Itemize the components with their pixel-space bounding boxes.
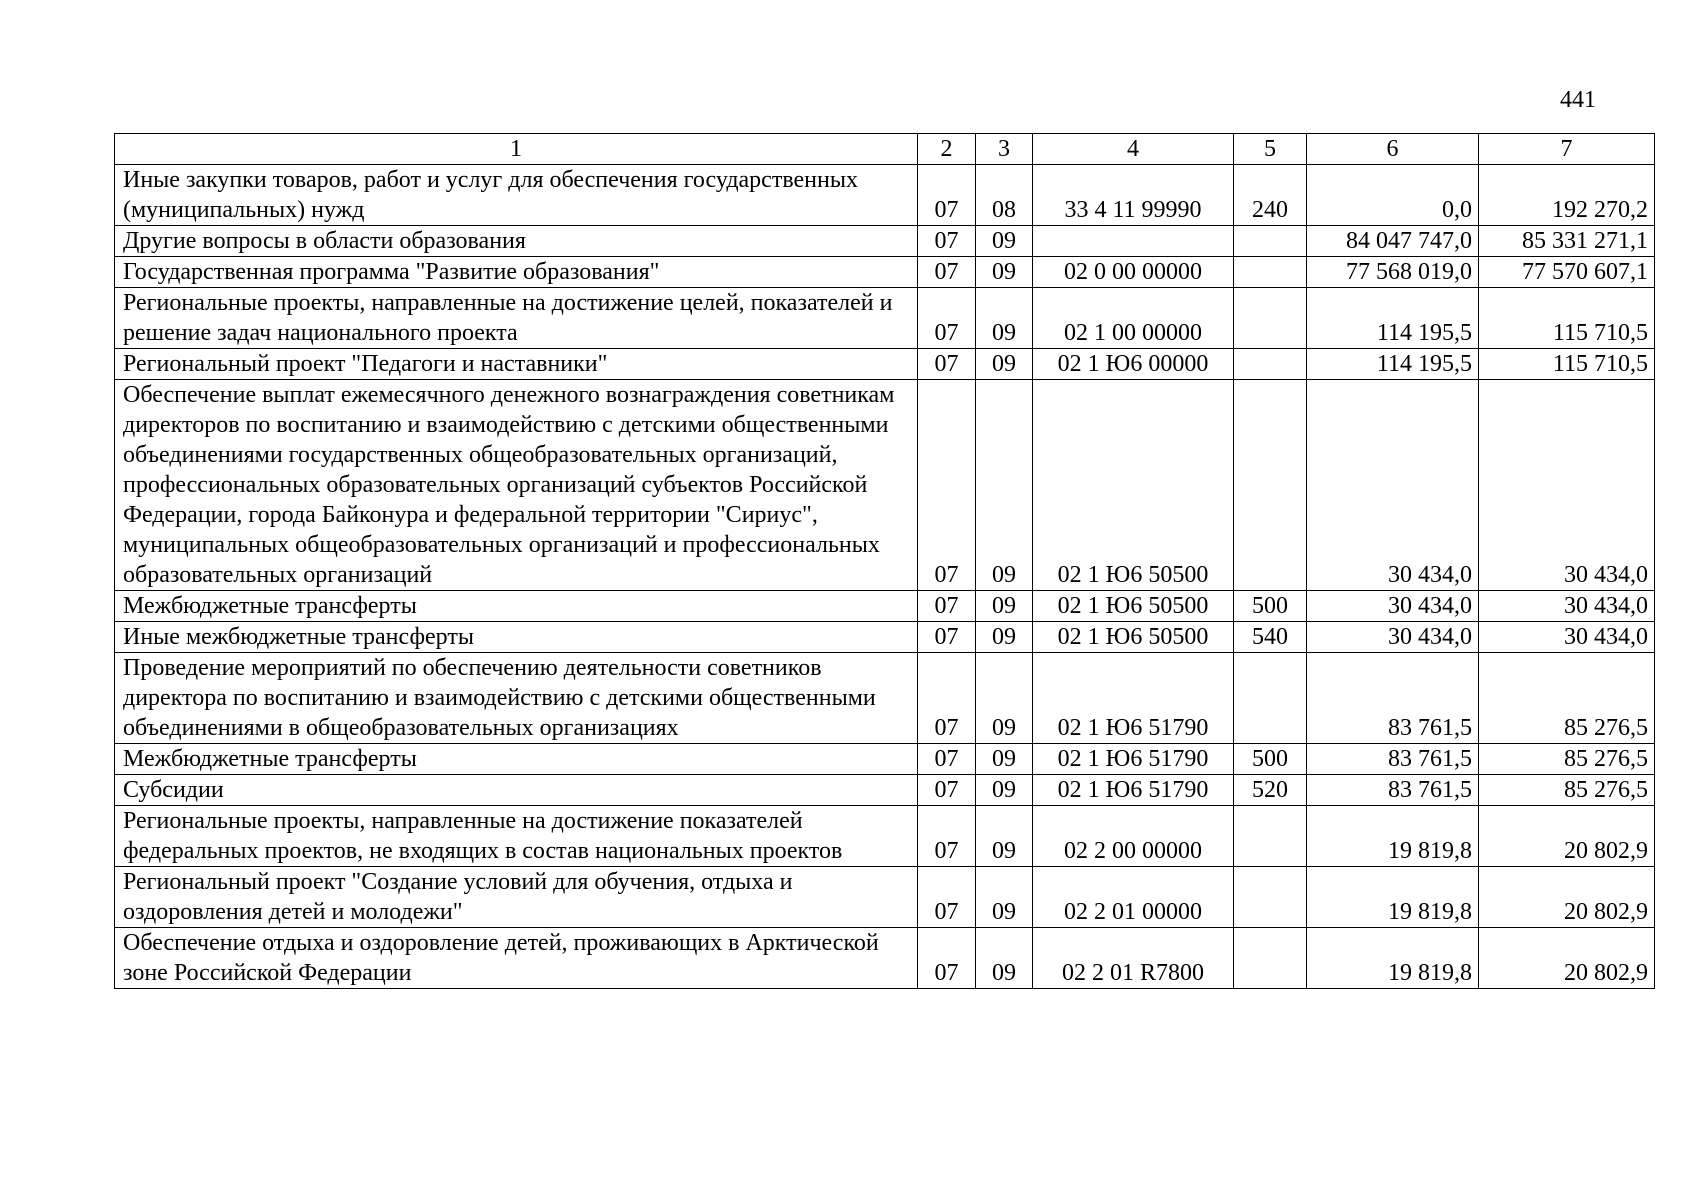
target-article-cell: 33 4 11 99990	[1033, 165, 1234, 226]
table-row	[115, 288, 1655, 349]
amount-year2-cell: 115 710,5	[1479, 349, 1655, 380]
row-name-cell: Проведение мероприятий по обеспечению деятельности советников директора по воспитанию и взаимодействию с детскими общественными объединениями в общеобразовательных организациях	[115, 653, 918, 744]
table-row	[115, 744, 1655, 775]
column-header: 4	[1033, 134, 1234, 165]
column-header: 1	[115, 134, 918, 165]
subsection-code-cell: 09	[976, 653, 1033, 744]
amount-year2-cell: 192 270,2	[1479, 165, 1655, 226]
section-code-cell: 07	[918, 257, 976, 288]
expense-type-cell	[1234, 867, 1307, 928]
subsection-code-cell: 09	[976, 775, 1033, 806]
row-name-cell: Региональный проект "Педагоги и наставники"	[115, 349, 918, 380]
section-code-cell: 07	[918, 591, 976, 622]
subsection-code-cell: 09	[976, 744, 1033, 775]
amount-year2-cell: 115 710,5	[1479, 288, 1655, 349]
subsection-code-cell: 09	[976, 622, 1033, 653]
section-code-cell: 07	[918, 806, 976, 867]
expense-type-cell	[1234, 288, 1307, 349]
target-article-cell: 02 1 Ю6 51790	[1033, 744, 1234, 775]
target-article-cell: 02 2 01 R7800	[1033, 928, 1234, 989]
row-name-cell: Субсидии	[115, 775, 918, 806]
amount-year1-cell: 114 195,5	[1307, 349, 1479, 380]
table-row	[115, 257, 1655, 288]
section-code-cell: 07	[918, 744, 976, 775]
amount-year2-cell: 85 276,5	[1479, 775, 1655, 806]
amount-year2-cell: 85 276,5	[1479, 744, 1655, 775]
page-number: 441	[1560, 87, 1596, 113]
row-name-cell: Обеспечение выплат ежемесячного денежного вознаграждения советникам директоров по воспитанию и взаимодействию с детскими общественными объединениями государственных общеобразовательных организаций, профессиональных образовательных организаций субъектов Российской Федерации, города Байконура и федеральной территории "Сириус", муниципальных общеобразовательных организаций и профессиональных образовательных организаций	[115, 380, 918, 591]
amount-year1-cell: 83 761,5	[1307, 744, 1479, 775]
amount-year1-cell: 30 434,0	[1307, 591, 1479, 622]
table-row	[115, 380, 1655, 591]
target-article-cell: 02 0 00 00000	[1033, 257, 1234, 288]
target-article-cell: 02 1 Ю6 51790	[1033, 775, 1234, 806]
amount-year1-cell: 83 761,5	[1307, 775, 1479, 806]
column-header: 2	[918, 134, 976, 165]
row-name-cell: Иные межбюджетные трансферты	[115, 622, 918, 653]
table-row	[115, 349, 1655, 380]
expense-type-cell: 500	[1234, 744, 1307, 775]
expense-type-cell	[1234, 928, 1307, 989]
amount-year2-cell: 30 434,0	[1479, 591, 1655, 622]
expense-type-cell: 500	[1234, 591, 1307, 622]
subsection-code-cell: 09	[976, 380, 1033, 591]
expense-type-cell: 540	[1234, 622, 1307, 653]
expense-type-cell	[1234, 806, 1307, 867]
section-code-cell: 07	[918, 380, 976, 591]
subsection-code-cell: 09	[976, 928, 1033, 989]
row-name-cell: Межбюджетные трансферты	[115, 591, 918, 622]
table-row	[115, 867, 1655, 928]
row-name-cell: Региональные проекты, направленные на достижение целей, показателей и решение задач национального проекта	[115, 288, 918, 349]
table-row	[115, 928, 1655, 989]
row-name-cell: Межбюджетные трансферты	[115, 744, 918, 775]
amount-year1-cell: 114 195,5	[1307, 288, 1479, 349]
target-article-cell	[1033, 226, 1234, 257]
row-name-cell: Иные закупки товаров, работ и услуг для обеспечения государственных (муниципальных) нужд	[115, 165, 918, 226]
budget-table	[114, 133, 1655, 989]
subsection-code-cell: 09	[976, 806, 1033, 867]
target-article-cell: 02 1 Ю6 00000	[1033, 349, 1234, 380]
table-header	[115, 134, 1655, 165]
amount-year2-cell: 30 434,0	[1479, 622, 1655, 653]
amount-year2-cell: 20 802,9	[1479, 867, 1655, 928]
table-row	[115, 226, 1655, 257]
subsection-code-cell: 08	[976, 165, 1033, 226]
target-article-cell: 02 1 00 00000	[1033, 288, 1234, 349]
amount-year1-cell: 30 434,0	[1307, 380, 1479, 591]
table-row	[115, 591, 1655, 622]
column-header: 3	[976, 134, 1033, 165]
section-code-cell: 07	[918, 622, 976, 653]
target-article-cell: 02 1 Ю6 51790	[1033, 653, 1234, 744]
row-name-cell: Другие вопросы в области образования	[115, 226, 918, 257]
expense-type-cell	[1234, 226, 1307, 257]
column-header: 7	[1479, 134, 1655, 165]
expense-type-cell	[1234, 257, 1307, 288]
subsection-code-cell: 09	[976, 349, 1033, 380]
amount-year1-cell: 83 761,5	[1307, 653, 1479, 744]
column-header: 5	[1234, 134, 1307, 165]
table-body	[115, 165, 1655, 989]
amount-year1-cell: 77 568 019,0	[1307, 257, 1479, 288]
target-article-cell: 02 2 00 00000	[1033, 806, 1234, 867]
amount-year2-cell: 77 570 607,1	[1479, 257, 1655, 288]
row-name-cell: Обеспечение отдыха и оздоровление детей, проживающих в Арктической зоне Российской Федерации	[115, 928, 918, 989]
amount-year2-cell: 20 802,9	[1479, 928, 1655, 989]
amount-year2-cell: 85 331 271,1	[1479, 226, 1655, 257]
expense-type-cell: 240	[1234, 165, 1307, 226]
row-name-cell: Региональный проект "Создание условий для обучения, отдыха и оздоровления детей и молодежи"	[115, 867, 918, 928]
amount-year2-cell: 85 276,5	[1479, 653, 1655, 744]
target-article-cell: 02 2 01 00000	[1033, 867, 1234, 928]
table-row	[115, 775, 1655, 806]
amount-year2-cell: 20 802,9	[1479, 806, 1655, 867]
subsection-code-cell: 09	[976, 257, 1033, 288]
section-code-cell: 07	[918, 775, 976, 806]
row-name-cell: Государственная программа "Развитие образования"	[115, 257, 918, 288]
amount-year1-cell: 30 434,0	[1307, 622, 1479, 653]
section-code-cell: 07	[918, 867, 976, 928]
target-article-cell: 02 1 Ю6 50500	[1033, 622, 1234, 653]
section-code-cell: 07	[918, 288, 976, 349]
subsection-code-cell: 09	[976, 226, 1033, 257]
table-row	[115, 806, 1655, 867]
subsection-code-cell: 09	[976, 591, 1033, 622]
section-code-cell: 07	[918, 226, 976, 257]
amount-year1-cell: 19 819,8	[1307, 928, 1479, 989]
amount-year2-cell: 30 434,0	[1479, 380, 1655, 591]
amount-year1-cell: 0,0	[1307, 165, 1479, 226]
table-row	[115, 622, 1655, 653]
section-code-cell: 07	[918, 928, 976, 989]
expense-type-cell	[1234, 653, 1307, 744]
subsection-code-cell: 09	[976, 867, 1033, 928]
subsection-code-cell: 09	[976, 288, 1033, 349]
table-row	[115, 165, 1655, 226]
section-code-cell: 07	[918, 653, 976, 744]
expense-type-cell	[1234, 380, 1307, 591]
target-article-cell: 02 1 Ю6 50500	[1033, 591, 1234, 622]
expense-type-cell	[1234, 349, 1307, 380]
section-code-cell: 07	[918, 165, 976, 226]
column-header: 6	[1307, 134, 1479, 165]
section-code-cell: 07	[918, 349, 976, 380]
header-row	[115, 134, 1655, 165]
amount-year1-cell: 84 047 747,0	[1307, 226, 1479, 257]
table-row	[115, 653, 1655, 744]
expense-type-cell: 520	[1234, 775, 1307, 806]
amount-year1-cell: 19 819,8	[1307, 867, 1479, 928]
target-article-cell: 02 1 Ю6 50500	[1033, 380, 1234, 591]
row-name-cell: Региональные проекты, направленные на достижение показателей федеральных проектов, не входящих в состав национальных проектов	[115, 806, 918, 867]
amount-year1-cell: 19 819,8	[1307, 806, 1479, 867]
